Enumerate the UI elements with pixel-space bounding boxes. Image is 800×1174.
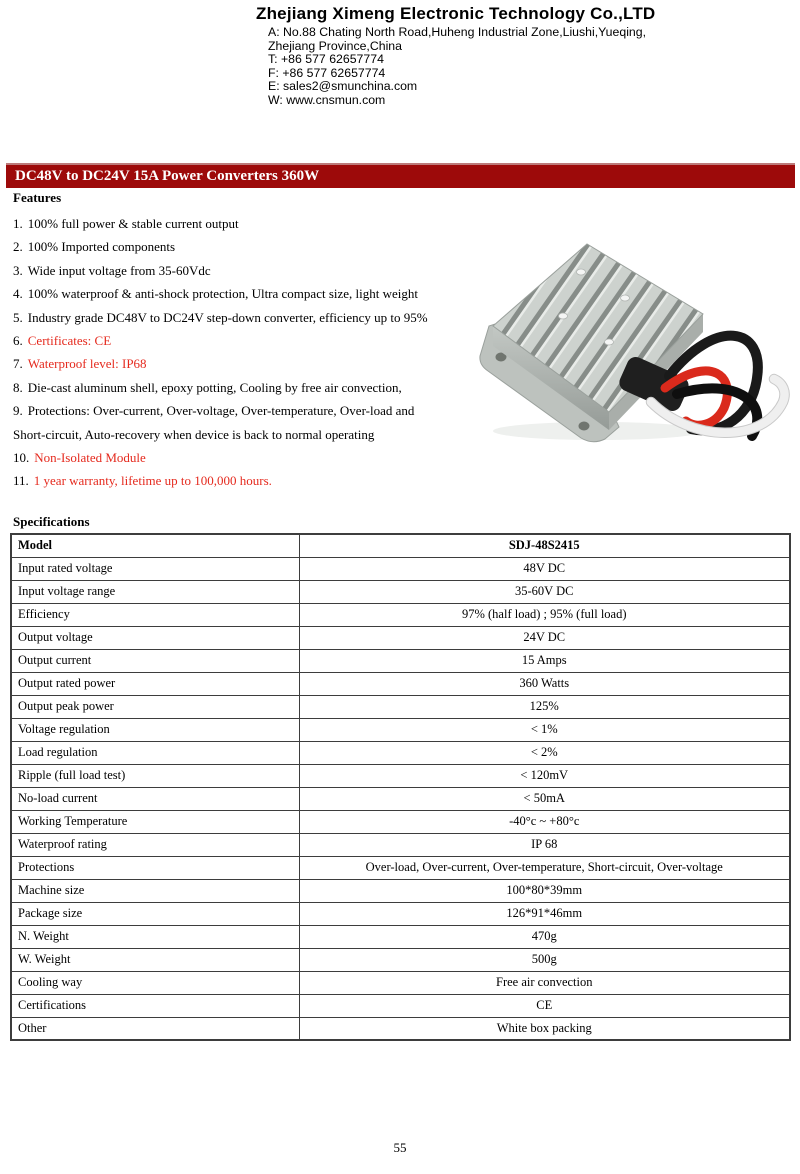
spec-value: 97% (half load) ; 95% (full load) (299, 603, 790, 626)
spec-label: Input rated voltage (11, 557, 299, 580)
spec-label: Ripple (full load test) (11, 764, 299, 787)
spec-value: 500g (299, 948, 790, 971)
spec-row (11, 557, 790, 580)
feature-item (13, 282, 473, 305)
spec-label: Efficiency (11, 603, 299, 626)
spec-row (11, 948, 790, 971)
feature-item (13, 423, 473, 446)
spec-label: Certifications (11, 994, 299, 1017)
specifications-table (10, 533, 791, 1041)
spec-row (11, 994, 790, 1017)
spec-label: W. Weight (11, 948, 299, 971)
page-number: 55 (393, 1140, 407, 1155)
spec-table-body (11, 534, 790, 1040)
spec-row (11, 672, 790, 695)
spec-value: 24V DC (299, 626, 790, 649)
specifications-heading: Specifications (13, 514, 90, 529)
feature-text: Industry grade DC48V to DC24V step-down converter, efficiency up to 95% (27, 309, 428, 325)
phone-line: T: +86 577 62657774 (268, 52, 384, 67)
spec-value: 100*80*39mm (299, 879, 790, 902)
feature-number: 11. (13, 473, 29, 489)
spec-label: Output voltage (11, 626, 299, 649)
spec-row (11, 626, 790, 649)
spec-label: Output rated power (11, 672, 299, 695)
feature-item (13, 259, 473, 282)
feature-number: 5. (13, 309, 23, 325)
spec-label: Other (11, 1017, 299, 1040)
feature-number: 9. (13, 403, 23, 419)
product-title-banner: DC48V to DC24V 15A Power Converters 360W (6, 163, 795, 188)
spec-value: < 1% (299, 718, 790, 741)
spec-label: Protections (11, 856, 299, 879)
spec-value: < 50mA (299, 787, 790, 810)
spec-label: Output current (11, 649, 299, 672)
spec-value: 360 Watts (299, 672, 790, 695)
product-photo-converter (463, 230, 798, 448)
feature-text: Die-cast aluminum shell, epoxy potting, Cooling by free air convection, (27, 379, 402, 395)
company-contact-block (268, 26, 646, 108)
feature-text: Waterproof level: IP68 (27, 356, 147, 372)
spec-value: -40°c ~ +80°c (299, 810, 790, 833)
feature-text: Wide input voltage from 35-60Vdc (27, 262, 211, 278)
spec-row (11, 1017, 790, 1040)
feature-text: Protections: Over-current, Over-voltage, Over-temperature, Over-load and (27, 403, 415, 419)
spec-row (11, 971, 790, 994)
address-line-2: Zhejiang Province,China (268, 38, 402, 53)
features-list (13, 212, 473, 493)
spec-row (11, 856, 790, 879)
spec-value: 125% (299, 695, 790, 718)
spec-value: < 2% (299, 741, 790, 764)
feature-item (13, 352, 473, 375)
feature-text: 1 year warranty, lifetime up to 100,000 hours. (33, 473, 272, 489)
spec-row (11, 649, 790, 672)
feature-item (13, 306, 473, 329)
spec-label: Machine size (11, 879, 299, 902)
spec-row (11, 764, 790, 787)
spec-value: 35-60V DC (299, 580, 790, 603)
spec-label: Cooling way (11, 971, 299, 994)
feature-text: Certificates: CE (27, 332, 112, 348)
spec-value: White box packing (299, 1017, 790, 1040)
fax-line: F: +86 577 62657774 (268, 65, 386, 80)
features-heading: Features (13, 190, 62, 205)
spec-row (11, 534, 790, 557)
spec-value: 15 Amps (299, 649, 790, 672)
feature-item (13, 399, 473, 422)
spec-row (11, 810, 790, 833)
feature-text: 100% full power & stable current output (27, 216, 239, 231)
spec-value: 48V DC (299, 557, 790, 580)
spec-row (11, 879, 790, 902)
spec-value: SDJ-48S2415 (299, 534, 790, 557)
spec-label: Working Temperature (11, 810, 299, 833)
feature-item (13, 235, 473, 258)
spec-row (11, 902, 790, 925)
feature-number: 7. (13, 356, 23, 372)
spec-label: No-load current (11, 787, 299, 810)
spec-label: Model (11, 534, 299, 557)
feature-number: 10. (13, 449, 30, 465)
company-name: Zhejiang Ximeng Electronic Technology Co.,LTD (256, 4, 656, 23)
spec-value: Over-load, Over-current, Over-temperature, Short-circuit, Over-voltage (299, 856, 790, 879)
spec-row (11, 787, 790, 810)
feature-text: Non-Isolated Module (34, 449, 146, 465)
feature-item (13, 376, 473, 399)
spec-value: CE (299, 994, 790, 1017)
feature-number: 8. (13, 379, 23, 395)
feature-text: Short-circuit, Auto-recovery when device is back to normal operating (13, 426, 375, 442)
address-line-1: A: No.88 Chating North Road,Huheng Industrial Zone,Liushi,Yueqing, (268, 25, 647, 39)
spec-label: Input voltage range (11, 580, 299, 603)
feature-number: 1. (13, 216, 23, 231)
spec-label: Waterproof rating (11, 833, 299, 856)
feature-number: 2. (13, 239, 23, 255)
spec-row (11, 580, 790, 603)
feature-item (13, 446, 473, 469)
spec-row (11, 833, 790, 856)
feature-number: 3. (13, 262, 23, 278)
spec-label: N. Weight (11, 925, 299, 948)
feature-number: 6. (13, 332, 23, 348)
spec-value: 126*91*46mm (299, 902, 790, 925)
spec-row (11, 603, 790, 626)
feature-item (13, 329, 473, 352)
feature-item (13, 469, 473, 492)
feature-item (13, 212, 473, 235)
spec-value: < 120mV (299, 764, 790, 787)
spec-value: Free air convection (299, 971, 790, 994)
spec-label: Output peak power (11, 695, 299, 718)
spec-row (11, 695, 790, 718)
spec-label: Load regulation (11, 741, 299, 764)
spec-row (11, 741, 790, 764)
spec-label: Voltage regulation (11, 718, 299, 741)
spec-row (11, 925, 790, 948)
email-line: E: sales2@smunchina.com (268, 79, 418, 94)
spec-value: 470g (299, 925, 790, 948)
spec-row (11, 718, 790, 741)
feature-number: 4. (13, 286, 23, 302)
spec-label: Package size (11, 902, 299, 925)
feature-text: 100% waterproof & anti-shock protection, Ultra compact size, light weight (27, 286, 418, 302)
website-line: W: www.cnsmun.com (268, 92, 386, 107)
feature-text: 100% Imported components (27, 239, 176, 255)
spec-value: IP 68 (299, 833, 790, 856)
